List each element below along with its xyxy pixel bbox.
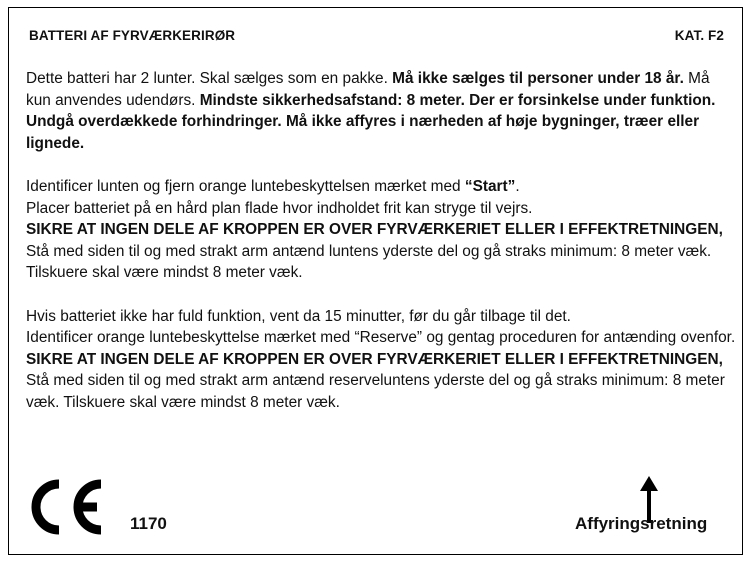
text-span: Dette batteri har 2 lunter. Skal sælges som en pakke.	[26, 70, 393, 87]
text-span: Identificer lunten og fjern orange luntebeskyttelsen mærket med	[26, 177, 465, 195]
text-span: Må kun anvendes udendørs.	[26, 70, 710, 109]
label-title: BATTERI AF FYRVÆRKERIRØR	[29, 28, 236, 43]
text-span: .	[515, 177, 520, 195]
age-warning: Må ikke sælges til personer under 18 år.	[392, 70, 684, 87]
instructions	[26, 68, 738, 435]
text-span: Placer batteriet på en hård plan flade hvor indholdet frit kan stryge til vejrs.	[26, 199, 533, 217]
text-span: Hvis batteriet ikke har fuld funktion, vent da 15 minutter, før du går tilbage til det.	[26, 307, 571, 325]
text-span: Stå med siden til og med strakt arm antænd luntens yderste del og gå straks minimum: 8 meter væk. Tilskuere skal være mindst 8 meter væk.	[26, 242, 712, 282]
paragraph-sale-rules	[26, 68, 738, 154]
body-warning: SIKRE AT INGEN DELE AF KROPPEN ER OVER FYRVÆRKERIET ELLER I EFFEKTRETNINGEN,	[26, 221, 723, 239]
warning-label	[8, 7, 743, 555]
ce-mark-icon	[29, 478, 105, 536]
safety-distance-warning: Mindste sikkerhedsafstand: 8 meter. Der er forsinkelse under funktion. Undgå overdækkede forhindringer. Må ikke affyres i nærheden af høje bygninger, træer eller lignede.	[26, 91, 716, 152]
start-marker: “Start”	[464, 177, 516, 195]
paragraph-reserve	[26, 306, 738, 414]
paragraph-ignition	[26, 176, 738, 284]
category-label: KAT. F2	[674, 28, 724, 43]
text-span: Stå med siden til og med strakt arm antænd reserveluntens yderste del og gå straks minimum: 8 meter væk. Tilskuere skal være mindst 8 meter væk.	[26, 372, 725, 411]
body-warning-reserve: SIKRE AT INGEN DELE AF KROPPEN ER OVER FYRVÆRKERIET ELLER I EFFEKTRETNINGEN,	[26, 350, 723, 368]
text-span: Identificer orange luntebeskyttelse mærket med “Reserve” og gentag proceduren for antænding ovenfor.	[26, 329, 736, 347]
firing-direction-label: Affyringsretning	[575, 514, 708, 533]
ce-number: 1170	[130, 514, 167, 533]
